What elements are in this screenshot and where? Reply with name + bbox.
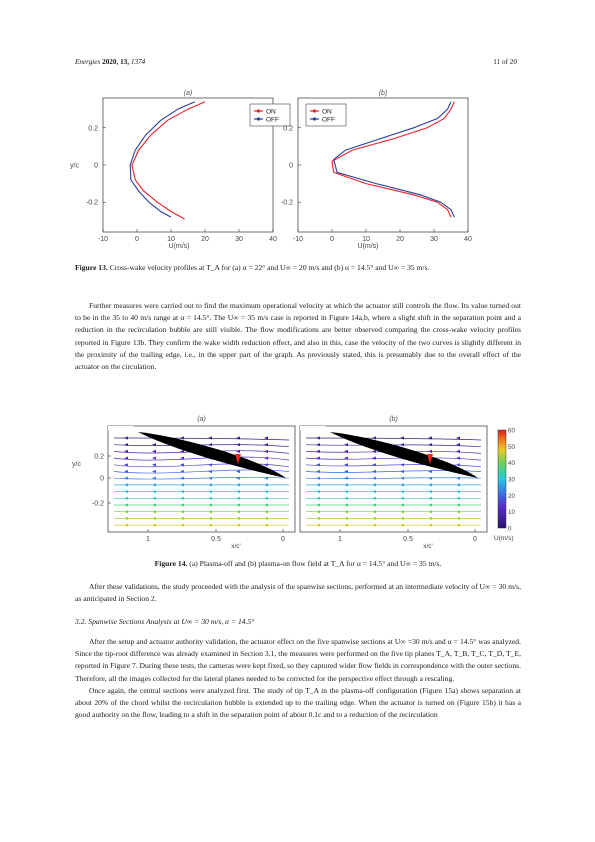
series-line-off <box>130 102 195 217</box>
colorbar-tick-label: 40 <box>508 460 515 468</box>
running-header-journal <box>75 58 145 66</box>
colorbar-tick-label: 30 <box>508 476 515 484</box>
y-tick-label: 0 <box>94 162 98 170</box>
figure-13-caption <box>75 262 521 273</box>
x-tick-label: 0 <box>330 236 334 243</box>
legend-label: ON <box>266 108 276 116</box>
x-axis-label: x/c' <box>423 543 433 550</box>
section-heading: 3.2. Spanwise Sections Analysis at U∞ = 30 m/s, α = 14.5° <box>75 617 255 626</box>
x-tick-label: 0 <box>281 536 285 543</box>
legend-marker <box>313 117 316 120</box>
panel-label: (a) <box>197 416 206 423</box>
x-tick-label: 1 <box>146 536 150 543</box>
figure-13-label: Figure 13. <box>75 263 108 272</box>
x-tick-label: 10 <box>167 236 175 243</box>
frame-mask <box>108 426 134 430</box>
colorbar-tick-label: 60 <box>508 427 515 435</box>
x-tick-label: 0.5 <box>403 536 413 543</box>
x-axis-label: x/c' <box>231 543 241 550</box>
line-chart-panel <box>70 90 290 250</box>
body-paragraph-3 <box>75 636 521 721</box>
figure-14-label: Figure 14. <box>154 559 188 568</box>
y-tick-label: -0.2 <box>280 199 293 207</box>
x-tick-label: 20 <box>201 236 209 243</box>
colorbar-tick-label: 20 <box>508 492 515 500</box>
x-tick-label: 10 <box>362 236 370 243</box>
series-line-off <box>334 102 455 217</box>
panel-label: (b) <box>389 416 398 423</box>
colorbar <box>494 428 515 543</box>
flow-field-panel <box>72 416 295 550</box>
page-number: 11 of 20 <box>493 58 517 66</box>
colorbar-tick-label: 0 <box>508 525 512 533</box>
journal-name: Energies <box>75 58 101 66</box>
y-tick-label: 0.2 <box>88 125 98 133</box>
y-tick-label: 0.2 <box>94 453 104 461</box>
y-tick-label: -0.2 <box>85 199 98 207</box>
legend-label: OFF <box>322 116 335 124</box>
y-axis-label: y/c <box>72 461 81 468</box>
paragraph-text: After the setup and actuator authority validation, the actuator effect on the five spanwise sections at U∞ =30 m/s and α = 14.5° was analyzed. Since the tip-root difference was already examined in Section 3.1, the measures were performed on the five tip planes T_A, T_B, T_C, T_D, T_E, reported in Figure 7. During these tests, the cameras were kept fixed, so they captured wider flow fields in correspondence with the outer sections. Therefore, all the images collected for the lateral planes needed to be corrected for the perspective effect through a rescaling. <box>75 637 521 683</box>
y-axis-label: y/c <box>70 162 79 170</box>
paragraph-text: Once again, the central sections were analyzed first. The study of tip T_A in the plasma-off configuration (Figure 15a) shows separation at about 20% of the chord whilst the recirculation bubble is extended up to the trailing edge. When the actuator is turned on (Figure 15b) it has a good authority on the flow, leading to a shift in the separation point of about 0.1c and to a reduction of the recirculation <box>75 685 521 720</box>
y-tick-label: 0 <box>100 475 104 483</box>
legend-label: OFF <box>266 116 279 124</box>
legend-marker <box>313 109 316 112</box>
body-paragraph-2 <box>75 581 521 605</box>
x-tick-label: 0 <box>135 236 139 243</box>
chart-legend <box>306 104 346 126</box>
figure-14-caption-text: (a) Plasma-off and (b) plasma-on flow field at T_A for α = 14.5° and U∞ = 35 m/s. <box>189 559 442 568</box>
y-tick-label: -0.2 <box>91 500 104 508</box>
colorbar-tick-label: 10 <box>508 509 515 517</box>
x-tick-label: 40 <box>464 236 472 243</box>
body-paragraph-1 <box>75 300 521 373</box>
x-tick-label: 0.5 <box>211 536 221 543</box>
chart-legend <box>250 104 290 126</box>
legend-marker <box>257 109 260 112</box>
panel-label: (b) <box>378 90 388 97</box>
line-chart-panel <box>281 90 472 250</box>
x-tick-label: 20 <box>396 236 404 243</box>
y-tick-label: 0 <box>289 162 293 170</box>
x-axis-label: U(m/s) <box>168 243 190 250</box>
x-tick-label: 1 <box>338 536 342 543</box>
figure-13 <box>70 86 500 261</box>
series-line-on <box>132 102 205 219</box>
article-number: 1374 <box>130 58 146 66</box>
figure-14-caption <box>75 558 521 569</box>
legend-marker <box>257 117 260 120</box>
colorbar-unit-label: U(m/s) <box>494 535 514 542</box>
x-tick-label: 30 <box>235 236 243 243</box>
colorbar-bar <box>498 430 506 528</box>
frame-mask <box>300 426 326 430</box>
colorbar-tick-label: 50 <box>508 443 515 451</box>
x-tick-label: -10 <box>292 236 304 243</box>
y-tick-label: 0.2 <box>283 125 293 133</box>
x-axis-label: U(m/s) <box>357 243 379 250</box>
paragraph-text: After these validations, the study proceeded with the analysis of the spanwise sections, performed at an intermediate velocity of U∞ = 30 m/s, as anticipated in Section 2. <box>75 582 521 604</box>
plot-frame <box>103 98 273 232</box>
x-tick-label: 30 <box>430 236 438 243</box>
flow-field-panel <box>300 416 487 550</box>
legend-label: ON <box>322 108 332 116</box>
panel-label: (a) <box>183 90 193 97</box>
x-tick-label: -10 <box>97 236 109 243</box>
x-tick-label: 40 <box>269 236 277 243</box>
figure-13-caption-text: Cross-wake velocity profiles at T_A for (a) α = 22° and U∞ = 20 m/s and (b) α = 14.5° and U∞ = 35 m/s. <box>109 263 430 272</box>
journal-year-volume: 2020, 13, <box>102 58 130 66</box>
x-tick-label: 0 <box>473 536 477 543</box>
figure-14 <box>70 412 530 552</box>
paragraph-text: Further measures were carried out to find the maximum operational velocity at which the actuator still controls the flow. Its value turned out to be in the 35 to 40 m/s range at α = 14.5°. The U∞ = 35 m/s case is reported in Figure 14a,b, where a slight shift in the separation point and a reduction in the recirculation bubble are still visible. The flow modifications are better observed comparing the cross-wake velocity profiles reported in Figure 13b. They confirm the wake width reduction effect, and also in this, case the velocity of the two curves is slightly different in the proximity of the trailing edge, i.e., in the upper part of the graph. As previously stated, this is presumably due to the overall effect of the actuator on the circulation. <box>75 301 521 372</box>
